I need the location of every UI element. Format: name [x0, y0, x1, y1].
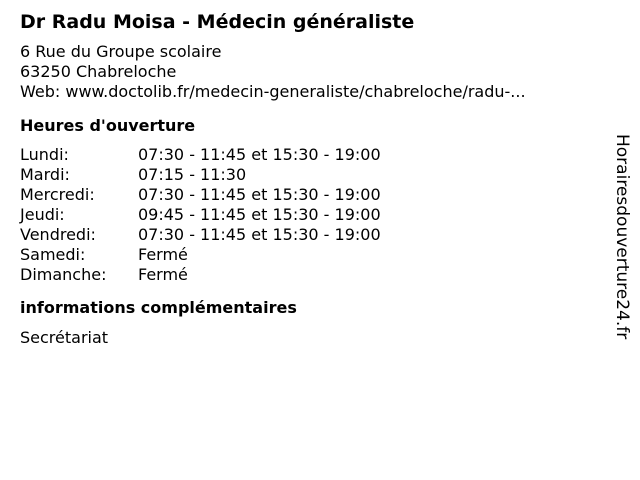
- time-value: 07:30 - 11:45 et 15:30 - 19:00: [138, 145, 381, 164]
- time-value: 07:30 - 11:45 et 15:30 - 19:00: [138, 185, 381, 204]
- time-value: Fermé: [138, 245, 188, 264]
- time-value: 07:15 - 11:30: [138, 165, 247, 184]
- page-title: Dr Radu Moisa - Médecin généraliste: [20, 11, 415, 33]
- address-city: 63250 Chabreloche: [20, 62, 177, 81]
- opening-hours-list: [20, 145, 600, 285]
- time-value: Fermé: [138, 265, 188, 284]
- hours-row-sunday: [20, 265, 600, 285]
- business-card: [20, 10, 600, 348]
- hours-row-thursday: [20, 205, 600, 225]
- day-label: Lundi:: [20, 145, 69, 164]
- additional-info-text: Secrétariat: [20, 328, 109, 347]
- hours-row-saturday: [20, 245, 600, 265]
- day-label: Vendredi:: [20, 225, 96, 244]
- website-link[interactable]: Web: www.doctolib.fr/medecin-generaliste/chabreloche/radu-...: [20, 82, 526, 101]
- site-watermark: Horairesdouverture24.fr: [612, 134, 632, 340]
- day-label: Jeudi:: [20, 205, 65, 224]
- time-value: 09:45 - 11:45 et 15:30 - 19:00: [138, 205, 381, 224]
- day-label: Dimanche:: [20, 265, 107, 284]
- day-label: Mercredi:: [20, 185, 95, 204]
- hours-row-wednesday: [20, 185, 600, 205]
- opening-hours-heading: Heures d'ouverture: [20, 116, 196, 135]
- hours-row-monday: [20, 145, 600, 165]
- hours-row-friday: [20, 225, 600, 245]
- additional-info-heading: informations complémentaires: [20, 298, 297, 317]
- address-block: [20, 42, 600, 102]
- address-street: 6 Rue du Groupe scolaire: [20, 42, 222, 61]
- hours-row-tuesday: [20, 165, 600, 185]
- day-label: Samedi:: [20, 245, 86, 264]
- day-label: Mardi:: [20, 165, 70, 184]
- time-value: 07:30 - 11:45 et 15:30 - 19:00: [138, 225, 381, 244]
